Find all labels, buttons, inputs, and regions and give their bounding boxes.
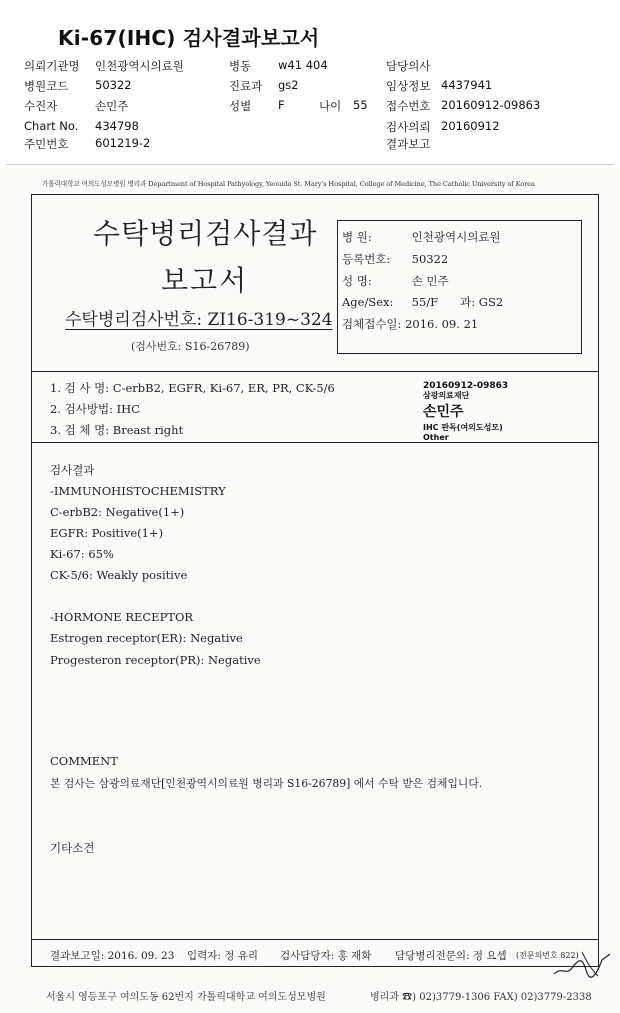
address-right: 병리과 ☎) 02)3779-1306 FAX) 02)3779-2338 — [370, 992, 592, 1003]
info-received — [342, 316, 478, 332]
stamp-accession: 20160912-09863 — [423, 381, 509, 391]
info-dept-label: 과: — [460, 295, 476, 309]
report-header — [0, 0, 620, 168]
age-label: 나이 — [319, 99, 342, 113]
pathologist: 담당병리전문의: 정 요셉 — [395, 950, 507, 962]
report-date: 결과보고일: 2016. 09. 23 — [50, 950, 175, 962]
entered-by: 입력자: 정 유리 — [187, 950, 259, 962]
patient-info-box — [337, 220, 582, 354]
institution-value: 인천광역시의료원 — [95, 59, 184, 73]
rrn-value: 601219-2 — [95, 136, 151, 150]
signature-scribble — [552, 946, 616, 982]
stamp-foundation: 삼광의료재단 — [423, 391, 470, 400]
result-pr: Progesteron receptor(PR): Negative — [50, 653, 261, 667]
report-label: 결과보고 — [386, 137, 431, 151]
info-received-label: 검체접수일: — [342, 317, 402, 331]
ward-value: w41 404 — [278, 58, 328, 72]
info-dept-value: GS2 — [478, 295, 504, 309]
collector-value: 손민주 — [95, 99, 129, 113]
info-reg-value: 50322 — [411, 252, 449, 266]
request-number-label: 수탁병리검사번호: — [65, 310, 203, 330]
info-name-label: 성 명: — [342, 274, 372, 288]
dept-value: gs2 — [278, 78, 299, 92]
request-number-value: ZI16-319~324 — [207, 310, 333, 330]
hospital-line: 가톨릭대학교 여의도성모병원 병리과 Department of Hospital Pathyology, Yeouido St. Mary's Hospital, College of Medicine, The Catholic University of Korea — [42, 180, 535, 188]
stamp-ihc: IHC 판독(여의도성모) — [423, 423, 503, 432]
receipt-label: 접수번호 — [386, 99, 431, 113]
comment-heading: COMMENT — [50, 754, 118, 768]
age-value: 55 — [353, 98, 368, 112]
collector-label: 수진자 — [24, 99, 58, 113]
sex-value: F — [278, 98, 285, 112]
ward-label: 병동 — [229, 59, 252, 73]
comment-text: 본 검사는 삼광의료재단[인천광역시의료원 병리과 S16-26789] 에서 수탁 받은 검체입니다. — [50, 777, 483, 790]
result-egfr: EGFR: Positive(1+) — [50, 526, 164, 540]
address-left: 서울시 영등포구 여의도동 62번지 가톨릭대학교 여의도성모병원 — [46, 992, 326, 1003]
info-agesex — [342, 294, 503, 310]
info-agesex-label: Age/Sex: — [342, 295, 394, 309]
immuno-heading: -IMMUNOHISTOCHEMISTRY — [50, 484, 226, 498]
test-number: (검사번호: S16-26789) — [131, 340, 250, 353]
request-value: 20160912 — [441, 119, 500, 133]
hormone-heading: -HORMONE RECEPTOR — [50, 610, 194, 624]
chart-label: Chart No. — [24, 119, 79, 133]
receipt-value: 20160912-09863 — [441, 98, 541, 112]
request-number — [65, 305, 333, 330]
specimen: 3. 검 체 명: Breast right — [50, 423, 184, 437]
info-hospital-value: 인천광역시의료원 — [411, 230, 501, 244]
report-frame — [31, 194, 599, 967]
report-footer — [32, 939, 598, 967]
result-cerbb2: C-erbB2: Negative(1+) — [50, 505, 185, 519]
header-divider — [6, 164, 614, 165]
info-reg — [342, 251, 448, 267]
dept-label: 진료과 — [229, 79, 263, 93]
result-ki67: Ki-67: 65% — [50, 547, 114, 561]
info-agesex-value: 55/F — [411, 295, 439, 309]
clinical-label: 임상정보 — [386, 79, 431, 93]
scan-title: 수탁병리검사결과 — [93, 217, 318, 250]
info-received-value: 2016. 09. 21 — [405, 317, 479, 331]
info-name — [342, 273, 449, 289]
license-number: (전문의번호 822) — [516, 951, 579, 960]
report-title: Ki-67(IHC) 검사결과보고서 — [58, 26, 320, 50]
scan-subtitle: 보고서 — [161, 264, 249, 297]
sex-label: 성별 — [229, 99, 252, 113]
results-heading: 검사결과 — [50, 463, 95, 477]
hospcode-label: 병원코드 — [24, 79, 69, 93]
tester: 검사담당자: 홍 재화 — [280, 950, 372, 962]
other-findings: 기타소견 — [50, 841, 95, 855]
result-er: Estrogen receptor(ER): Negative — [50, 631, 243, 645]
info-hospital — [342, 229, 501, 245]
clinical-value: 4437941 — [441, 78, 493, 92]
institution-label: 의뢰기관명 — [24, 59, 80, 73]
stamp-other: Other — [423, 433, 449, 442]
info-name-value: 손 민주 — [411, 274, 449, 288]
request-label: 검사의뢰 — [386, 120, 431, 134]
stamp-patient: 손민주 — [423, 404, 464, 420]
result-ck56: CK-5/6: Weakly positive — [50, 568, 188, 582]
test-name: 1. 검 사 명: C-erbB2, EGFR, Ki-67, ER, PR, CK-5/6 — [50, 381, 335, 395]
lab-stamp — [423, 381, 573, 442]
chart-value: 434798 — [95, 119, 139, 133]
test-method: 2. 검사방법: IHC — [50, 402, 140, 416]
info-hospital-label: 병 원: — [342, 230, 372, 244]
hospcode-value: 50322 — [95, 78, 132, 92]
rrn-label: 주민번호 — [24, 137, 69, 151]
info-reg-label: 등록번호: — [342, 252, 391, 266]
doctor-label: 담당의사 — [386, 59, 431, 73]
scanned-report — [0, 168, 620, 1013]
